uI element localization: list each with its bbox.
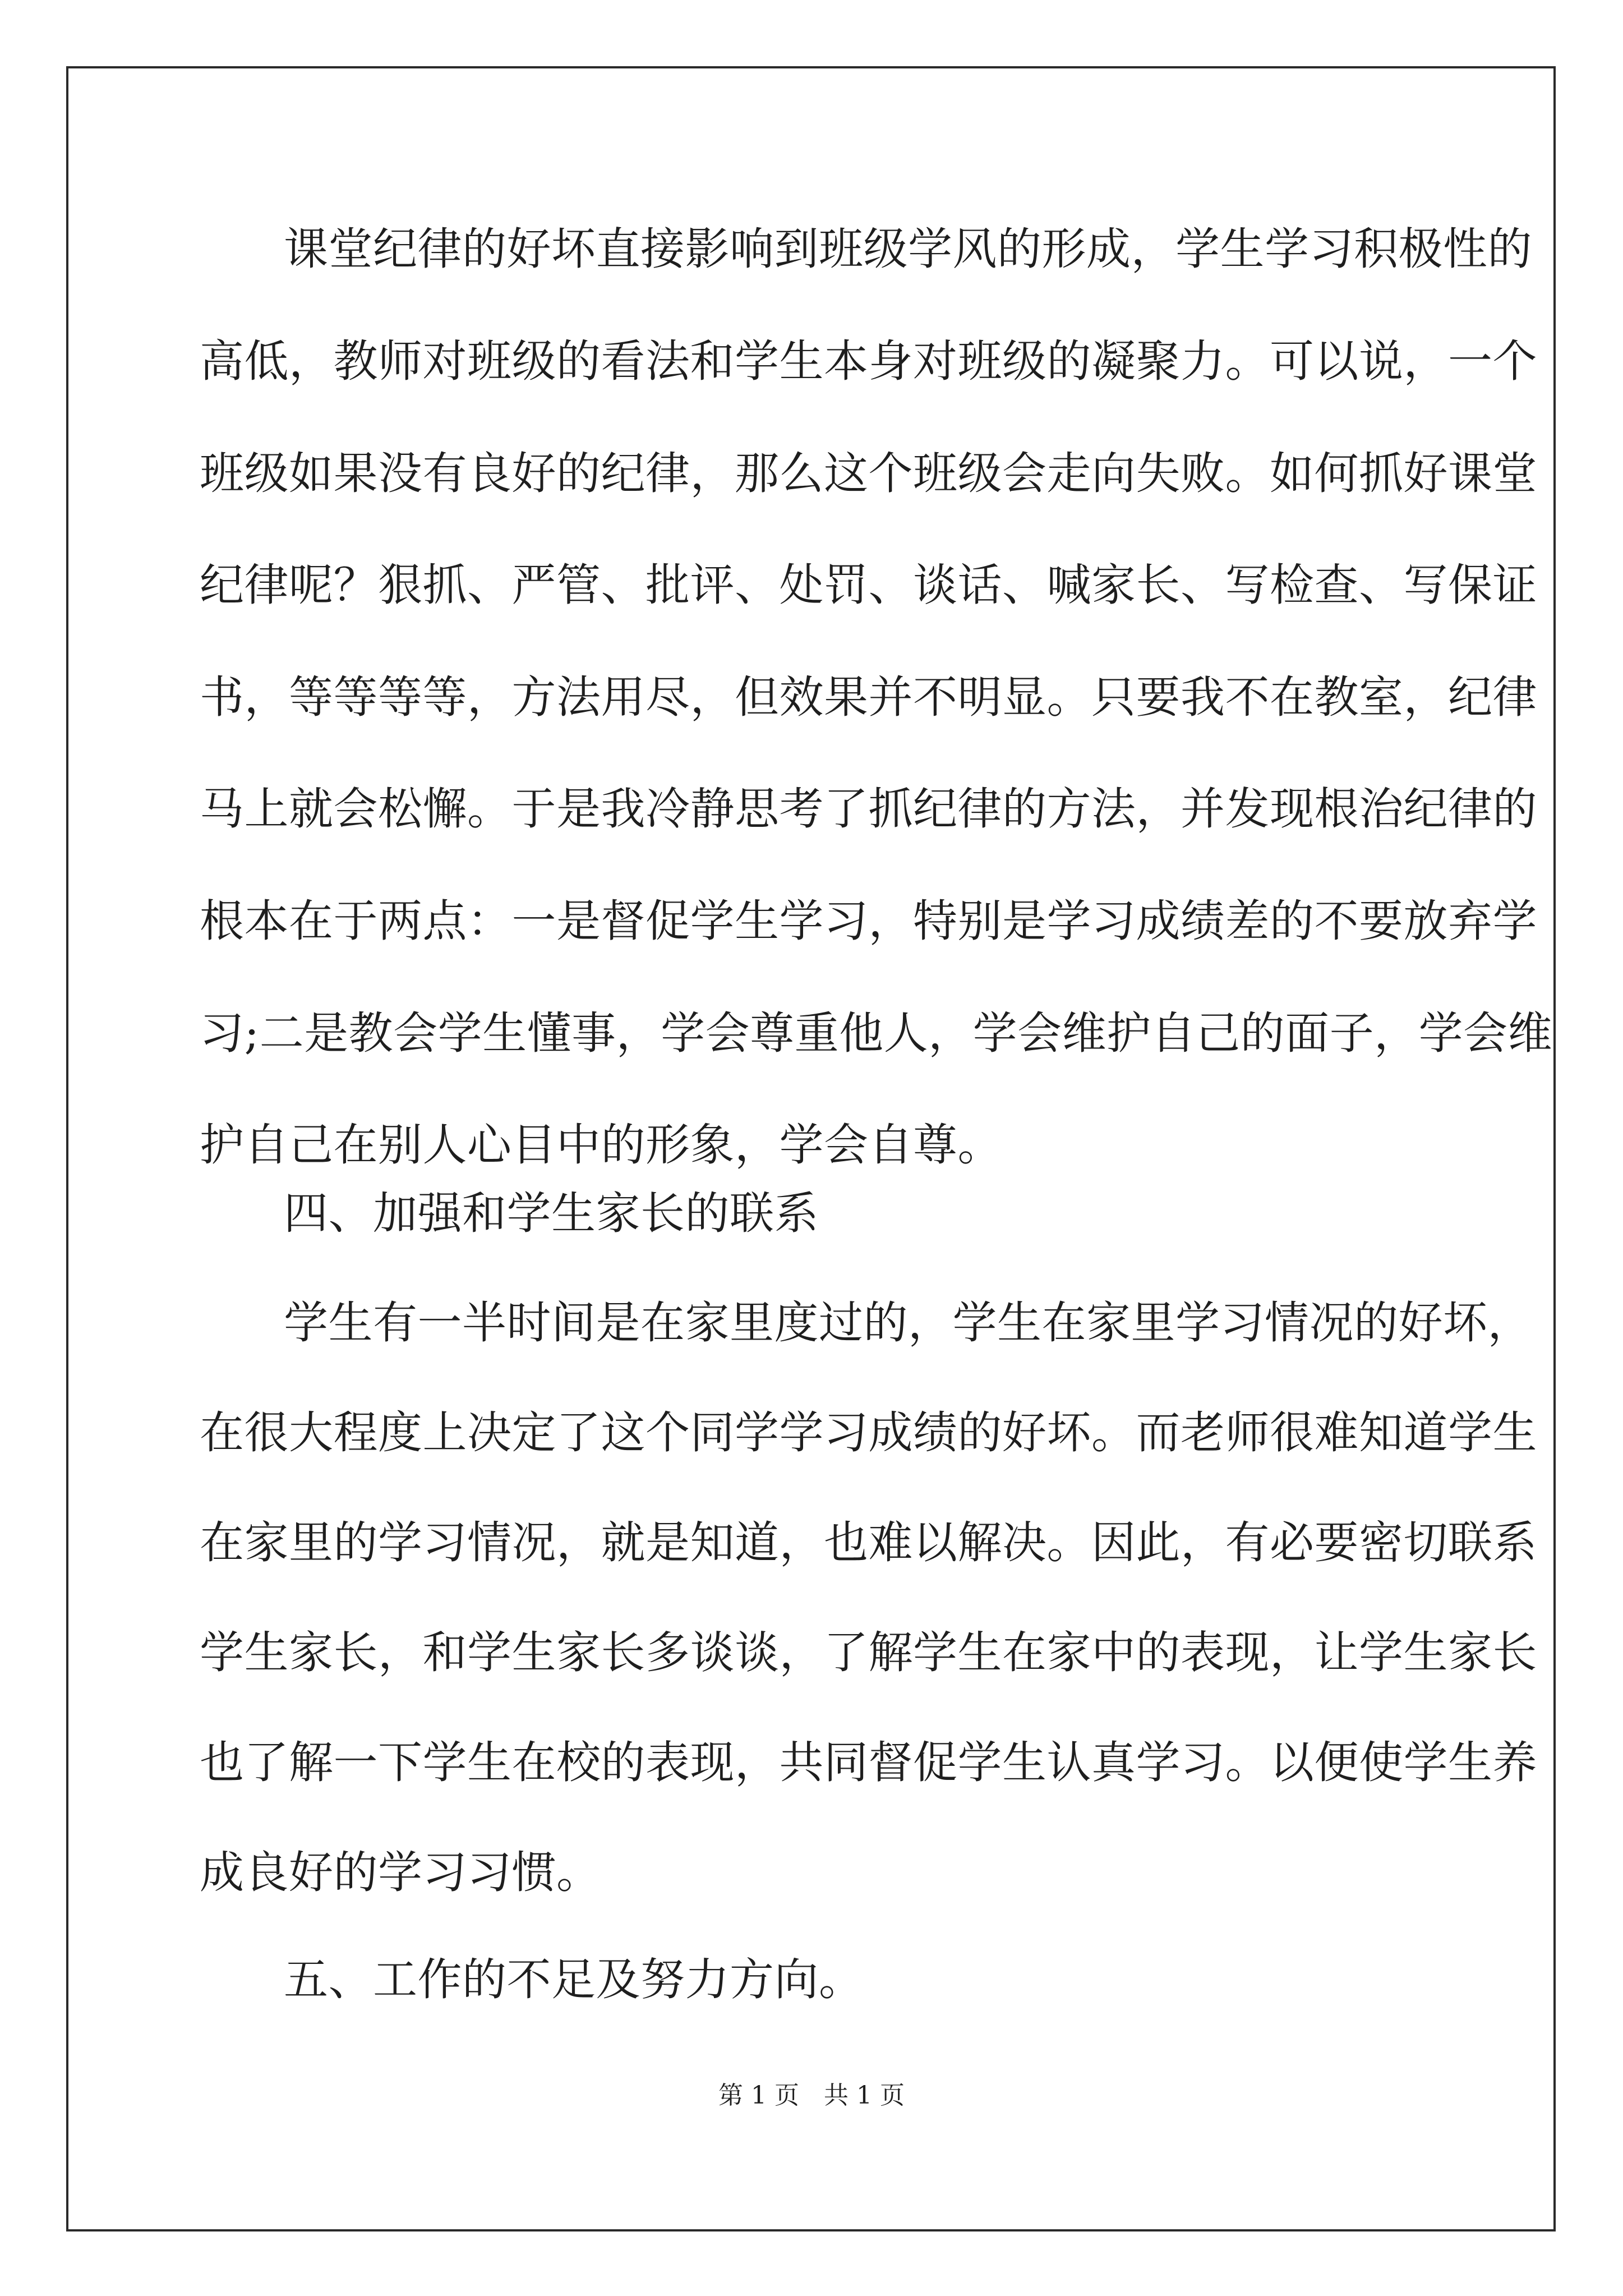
paragraph-line: 成良好的学习习惯。 (200, 1847, 601, 1898)
page-footer: 第 1 页 共 1 页 (718, 2081, 905, 2110)
paragraph-line: 马上就会松懈。于是我冷静思考了抓纪律的方法，并发现根治纪律的 (200, 783, 1537, 835)
section-heading: 四、加强和学生家长的联系 (284, 1188, 819, 1239)
paragraph-line: 习;二是教会学生懂事，学会尊重他人，学会维护自己的面子，学会维 (200, 1007, 1553, 1059)
paragraph-line: 高低，教师对班级的看法和学生本身对班级的凝聚力。可以说，一个 (200, 335, 1537, 387)
paragraph-line: 学生家长，和学生家长多谈谈，了解学生在家中的表现，让学生家长 (200, 1627, 1537, 1678)
paragraph-line: 课堂纪律的好坏直接影响到班级学风的形成，学生学习积极性的 (284, 223, 1532, 275)
paragraph-line: 在家里的学习情况，就是知道，也难以解决。因此，有必要密切联系 (200, 1517, 1537, 1568)
paragraph-line: 在很大程度上决定了这个同学学习成绩的好坏。而老师很难知道学生 (200, 1407, 1537, 1458)
paragraph-line: 学生有一半时间是在家里度过的，学生在家里学习情况的好坏， (284, 1297, 1532, 1349)
paragraph-line: 纪律呢？狠抓、严管、批评、处罚、谈话、喊家长、写检查、写保证 (200, 559, 1537, 611)
paragraph-line: 班级如果没有良好的纪律，那么这个班级会走向失败。如何抓好课堂 (200, 448, 1537, 499)
paragraph-line: 书，等等等等，方法用尽，但效果并不明显。只要我不在教室，纪律 (200, 671, 1537, 723)
paragraph-line: 也了解一下学生在校的表现，共同督促学生认真学习。以便使学生养 (200, 1737, 1537, 1788)
section-heading: 五、工作的不足及努力方向。 (284, 1954, 864, 2005)
paragraph-line: 护自己在别人心目中的形象，学会自尊。 (200, 1119, 1002, 1171)
paragraph-line: 根本在于两点：一是督促学生学习，特别是学习成绩差的不要放弃学 (200, 895, 1537, 947)
